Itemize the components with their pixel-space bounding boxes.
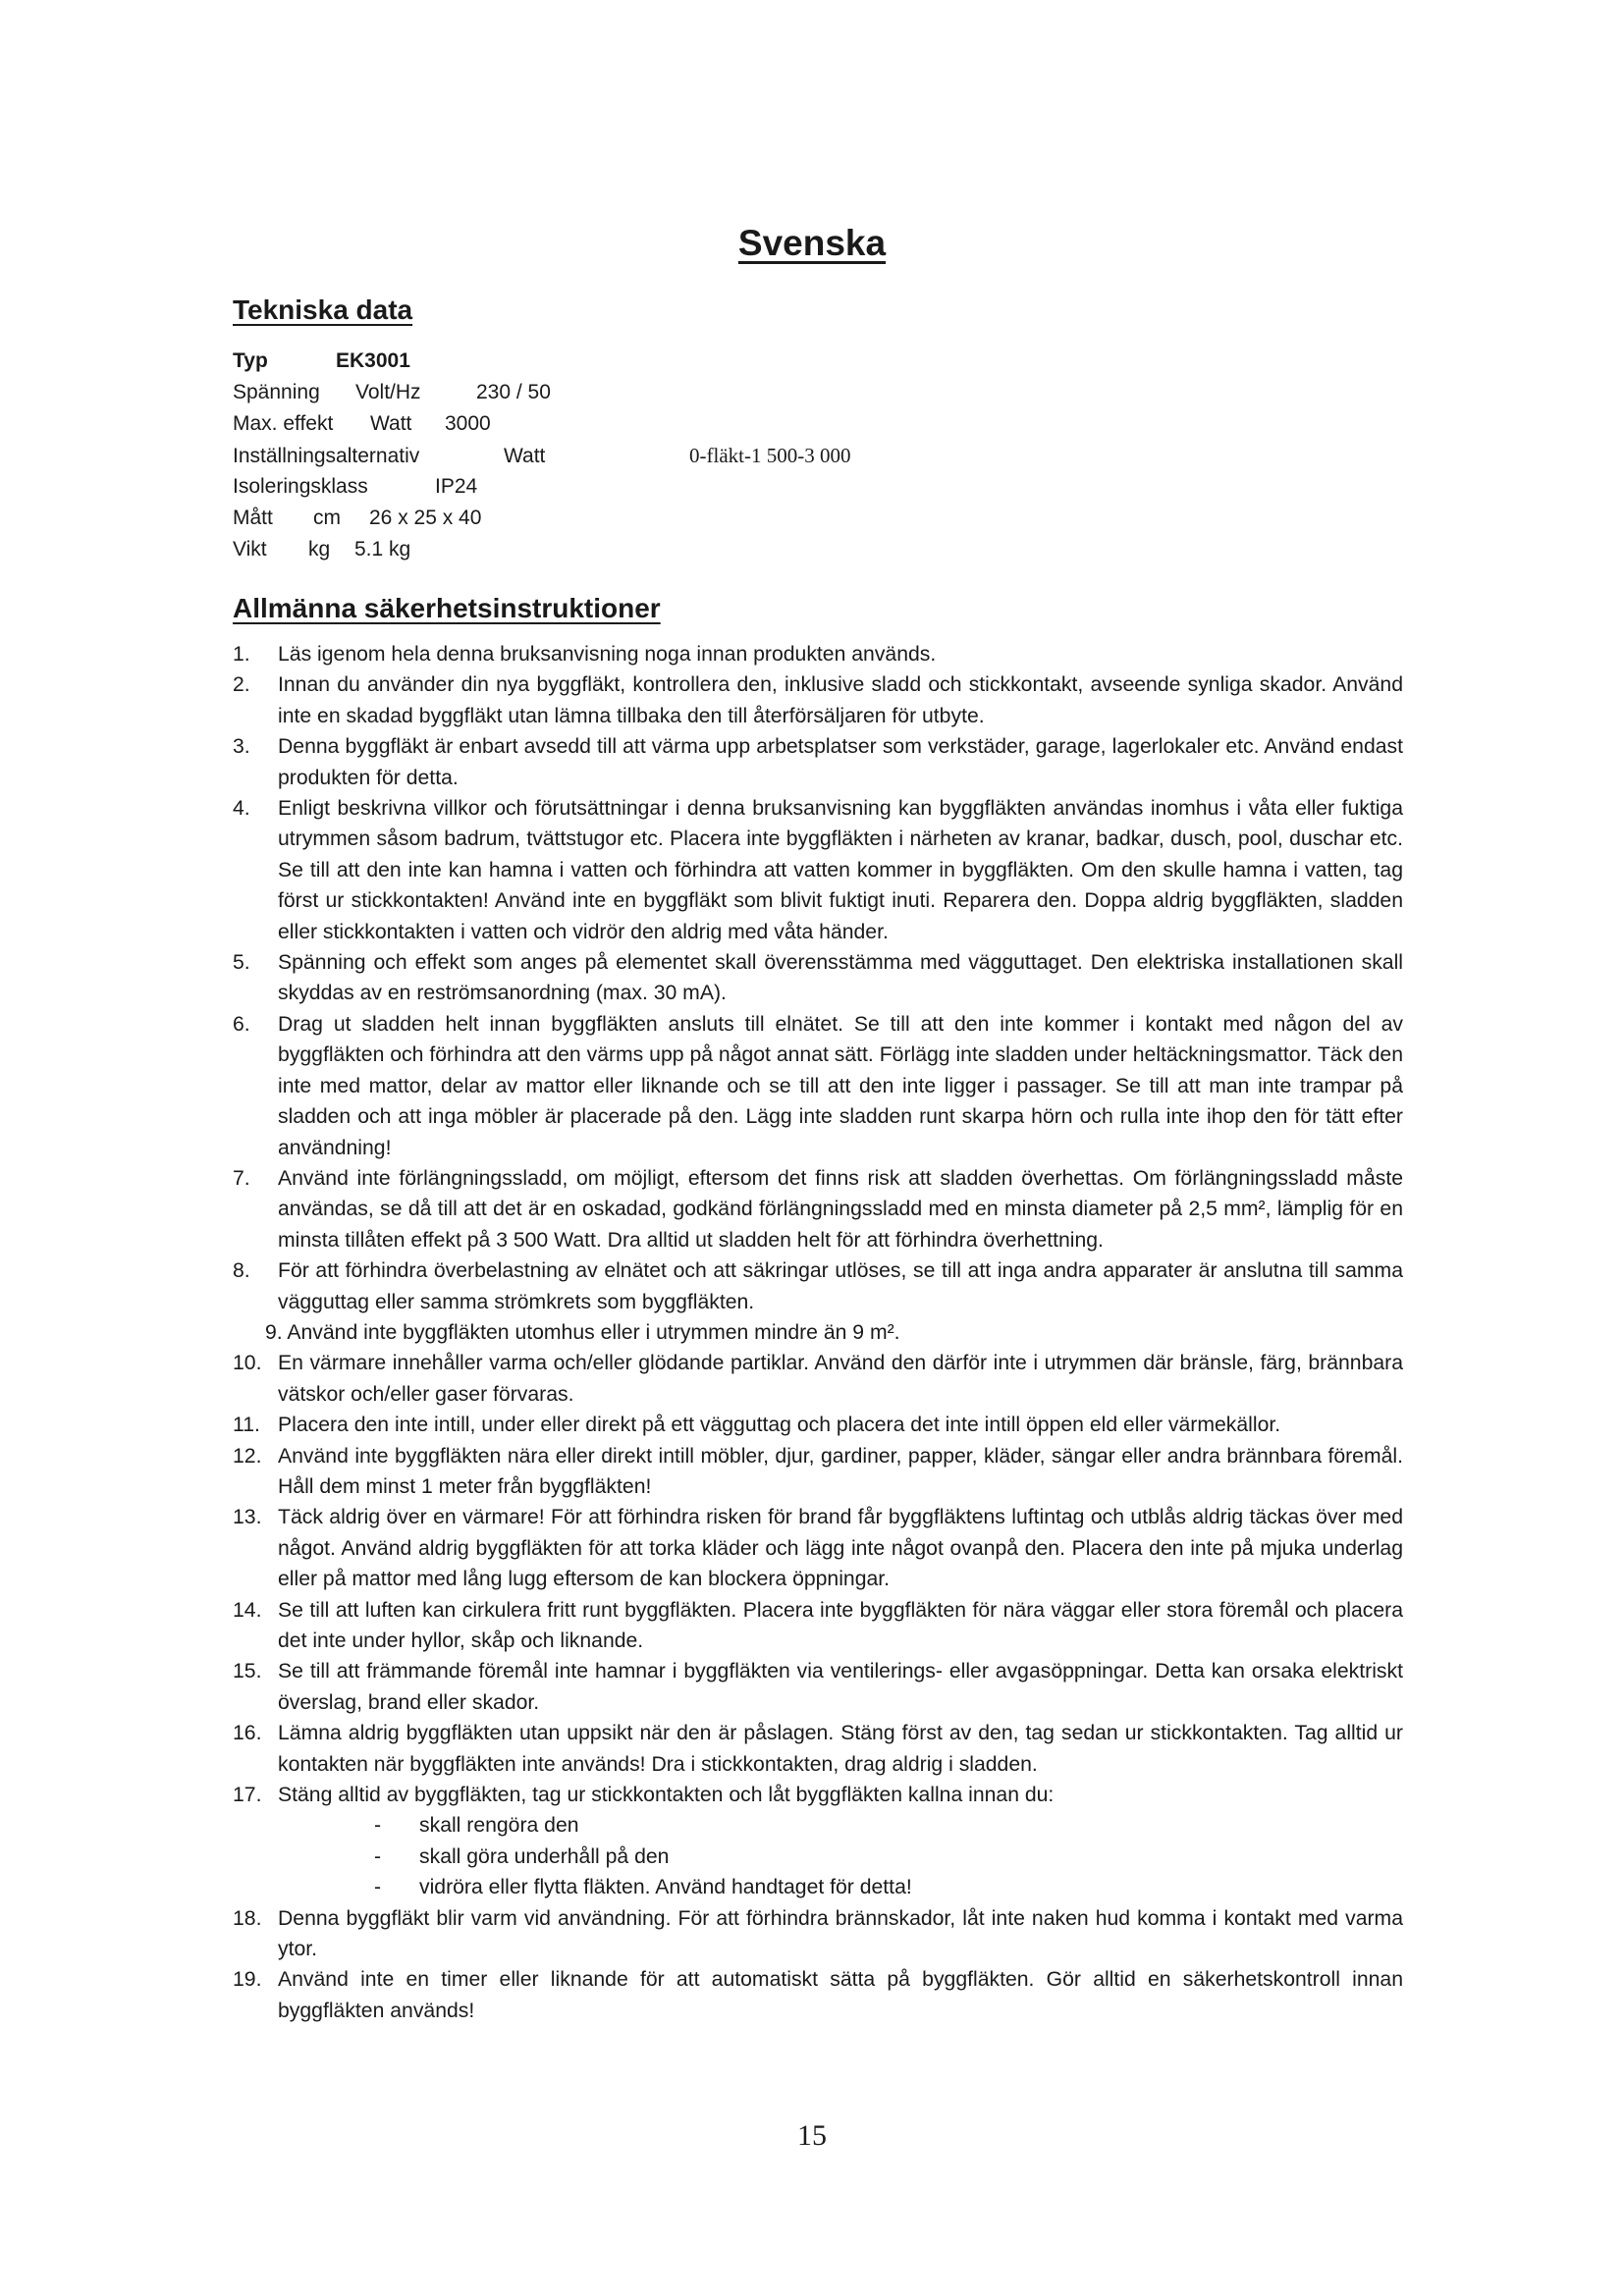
- tech-row-type: [233, 348, 410, 374]
- safety-list: [0, 639, 1624, 2026]
- tech-row-weight: [233, 537, 410, 562]
- item-number: 6.: [233, 1012, 250, 1036]
- list-item: [233, 1009, 1403, 1163]
- insulation-label: Isoleringsklass: [233, 475, 368, 498]
- item-text: Använd inte byggfläkten nära eller direkt intill möbler, djur, gardiner, papper, kläder, sängar eller andra brännbara föremål. Håll dem minst 1 meter från byggfläkten!: [278, 1444, 1403, 1498]
- sub-item-dash: -: [374, 1876, 382, 1899]
- tech-row-dimensions: [233, 506, 481, 531]
- language-heading: Svenska: [737, 223, 887, 263]
- list-item: [233, 731, 1403, 793]
- power-value: 3000: [445, 412, 491, 435]
- item-text: En värmare innehåller varma och/eller glödande partiklar. Använd den därför inte i utrymmen där bränsle, färg, brännbara vätskor och/eller gaser förvaras.: [278, 1352, 1403, 1406]
- item-text: Se till att luften kan cirkulera fritt runt byggfläkten. Placera inte byggfläkten för nära väggar eller stora föremål och placera det inte under hyllor, skåp och liknande.: [278, 1598, 1403, 1652]
- list-item: [233, 947, 1403, 1009]
- list-item: [233, 639, 1403, 669]
- item-number: 11.: [233, 1414, 260, 1437]
- sub-item-dash: -: [374, 1814, 382, 1838]
- voltage-value: 230 / 50: [476, 381, 551, 403]
- power-label: Max. effekt: [233, 412, 334, 435]
- list-item: [233, 1780, 1403, 1810]
- settings-label: Inställningsalternativ: [233, 445, 420, 467]
- list-item: [233, 1163, 1403, 1255]
- item-number: 14.: [233, 1598, 262, 1622]
- sub-item-text: skall göra underhåll på den: [419, 1844, 670, 1868]
- item-text: Enligt beskrivna villkor och förutsättningar i denna bruksanvisning kan byggfläkten användas inomhus i våta eller fuktiga utrymmen såsom badrum, tvättstugor etc. Placera inte byggfläkten i närheten av kranar, badkar, dusch, pool, duschar etc. Se till att den inte kan hamna i vatten och förhindra att vatten kommer in byggfläkten. Om den skulle hamna i vatten, tag först ur stickkontakten! Använd inte en byggfläkt som blivit fuktigt inuti. Reparera den. Doppa aldrig byggfläkten, sladden eller stickkontakten i vatten och vidrör den aldrig med våta händer.: [278, 797, 1403, 943]
- tech-row-settings: [233, 443, 850, 469]
- sub-list-item: [374, 1842, 1624, 1872]
- list-item: [233, 1502, 1403, 1594]
- item-number: 1.: [233, 643, 250, 666]
- item-text: Placera den inte intill, under eller direkt på ett vägguttag och placera det inte intill öppen eld eller värmekällor.: [278, 1414, 1281, 1437]
- power-unit: Watt: [370, 412, 412, 435]
- item-number: 3.: [233, 735, 250, 759]
- item-text: Drag ut sladden helt innan byggfläkten ansluts till elnätet. Se till att den inte kommer i kontakt med någon del av byggfläkten och förhindra att den värms upp på något annat sätt. Förlägg inte sladden under heltäckningsmattor. Täck den inte med mattor, delar av mattor eller liknande och se till att den inte ligger i passager. Se till att man inte trampar på sladden och att inga möbler är placerade på den. Lägg inte sladden runt skarpa hörn och rulla inte ihop den för tätt efter användning!: [278, 1012, 1403, 1159]
- sub-item-dash: -: [374, 1844, 382, 1868]
- item-number: 10.: [233, 1352, 262, 1375]
- list-item: [233, 1903, 1403, 1965]
- item-text: Denna byggfläkt är enbart avsedd till att värma upp arbetsplatser som verkstäder, garage, lagerlokaler etc. Använd endast produkten för detta.: [278, 735, 1403, 789]
- weight-value: 5.1 kg: [354, 538, 411, 561]
- type-value: EK3001: [336, 349, 410, 372]
- item-number: 4.: [233, 797, 250, 821]
- sub-list-item: [374, 1810, 1624, 1841]
- item-text: Lämna aldrig byggfläkten utan uppsikt när den är påslagen. Stäng först av den, tag sedan ur stickkontakten. Tag alltid ur kontakten när byggfläkten inte används! Dra i stickkontakten, drag aldrig i sladden.: [278, 1722, 1403, 1776]
- type-label: Typ: [233, 349, 268, 372]
- list-item: [233, 1441, 1403, 1503]
- safety-heading: Allmänna säkerhetsinstruktioner: [233, 593, 661, 623]
- item-number: 16.: [233, 1722, 262, 1745]
- item-number: 17.: [233, 1784, 262, 1807]
- item-text: Använd inte byggfläkten utomhus eller i utrymmen mindre än 9 m².: [287, 1320, 900, 1344]
- sub-item-text: vidröra eller flytta fläkten. Använd handtaget för detta!: [419, 1876, 912, 1899]
- settings-value: 0-fläkt-1 500-3 000: [689, 444, 851, 467]
- voltage-unit: Volt/Hz: [355, 381, 421, 403]
- item-text: Använd inte förlängningssladd, om möjligt, eftersom det finns risk att sladden överhettas. Om förlängningssladd måste användas, se då till att det är en oskadad, godkänd förlängningssladd med en minsta diameter på 2,5 mm², lämplig för en minsta tillåten effekt på 3 500 Watt. Dra alltid ut sladden helt för att förhindra överhettning.: [278, 1166, 1403, 1252]
- dimensions-value: 26 x 25 x 40: [369, 507, 482, 529]
- item-text: Se till att främmande föremål inte hamnar i byggfläkten via ventilerings- eller avgasöppningar. Detta kan orsaka elektriskt överslag, brand eller skador.: [278, 1660, 1403, 1714]
- voltage-label: Spänning: [233, 381, 320, 403]
- item-number: 7.: [233, 1166, 250, 1190]
- sub-list-item: [374, 1872, 1624, 1902]
- item-number: 5.: [233, 951, 250, 975]
- tech-row-insulation: [233, 474, 477, 500]
- item-number: 13.: [233, 1506, 262, 1529]
- list-item: [265, 1317, 1403, 1348]
- item-text: Använd inte en timer eller liknande för att automatiskt sätta på byggfläkten. Gör alltid en säkerhetskontroll innan byggfläkten används!: [278, 1968, 1403, 2022]
- item-number: 9.: [265, 1320, 283, 1344]
- settings-unit: Watt: [504, 445, 546, 467]
- item-number: 19.: [233, 1968, 262, 1992]
- tech-row-voltage: [233, 380, 551, 405]
- list-item: [233, 1718, 1403, 1780]
- item-number: 2.: [233, 673, 250, 697]
- item-text: Täck aldrig över en värmare! För att förhindra risken för brand får byggfläktens luftintag och utblås aldrig täckas över med något. Använd aldrig byggfläkten för att torka kläder och lägg inte något ovanpå den. Placera den inte på mjuka underlag eller på mattor med lång lugg eftersom de kan blockera öppningar.: [278, 1506, 1403, 1591]
- list-item: [233, 1656, 1403, 1718]
- item-text: Spänning och effekt som anges på elementet skall överensstämma med vägguttaget. Den elektriska installationen skall skyddas av en reströmsanordning (max. 30 mA).: [278, 951, 1403, 1005]
- weight-unit: kg: [308, 538, 331, 561]
- list-item: [233, 1595, 1403, 1657]
- item-text: Stäng alltid av byggfläkten, tag ur stickkontakten och låt byggfläkten kallna innan du:: [278, 1784, 1055, 1807]
- item-number: 15.: [233, 1660, 262, 1683]
- item-text: Denna byggfläkt blir varm vid användning. För att förhindra brännskador, låt inte naken hud komma i kontakt med varma ytor.: [278, 1906, 1403, 1961]
- item-text: För att förhindra överbelastning av elnätet och att säkringar utlöses, se till att inga andra apparater är anslutna till samma vägguttag eller samma strömkrets som byggfläkten.: [278, 1259, 1403, 1313]
- page-number: 15: [797, 2119, 827, 2152]
- list-item: [233, 1410, 1403, 1440]
- list-item: [233, 1255, 1403, 1317]
- list-item: [233, 1348, 1403, 1410]
- tech-data-heading: Tekniska data: [233, 294, 413, 325]
- item-number: 18.: [233, 1906, 262, 1930]
- dimensions-unit: cm: [313, 507, 341, 529]
- weight-label: Vikt: [233, 538, 267, 561]
- item-number: 12.: [233, 1444, 262, 1468]
- insulation-value: IP24: [435, 475, 478, 498]
- list-item: [233, 1964, 1403, 2026]
- list-item: [233, 793, 1403, 947]
- tech-row-power: [233, 411, 491, 437]
- item-text: Innan du använder din nya byggfläkt, kontrollera den, inklusive sladd och stickkontakt, avseende synliga skador. Använd inte en skadad byggfläkt utan lämna tillbaka den till återförsäljaren för utbyte.: [278, 673, 1403, 727]
- item-text: Läs igenom hela denna bruksanvisning noga innan produkten används.: [278, 643, 937, 666]
- sub-item-text: skall rengöra den: [419, 1814, 579, 1838]
- item-number: 8.: [233, 1259, 250, 1283]
- list-item: [233, 669, 1403, 731]
- dimensions-label: Mått: [233, 507, 273, 529]
